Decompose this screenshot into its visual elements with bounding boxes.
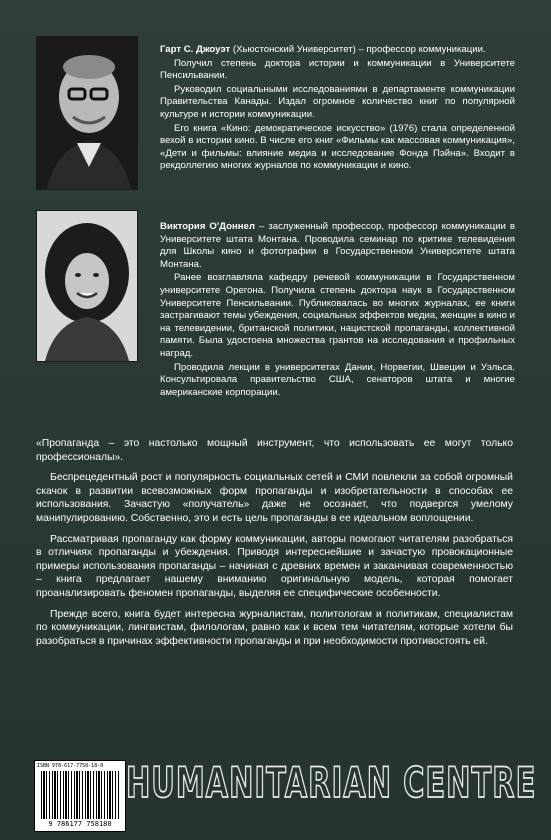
description-quote: «Пропаганда – это настолько мощный инструмент, что использовать ее могут только профессионалы». bbox=[36, 438, 513, 463]
barcode-bars bbox=[41, 771, 119, 819]
author-name: Гарт С. Джоуэт bbox=[160, 44, 231, 55]
author-photo-victoria-odonnell bbox=[36, 210, 138, 362]
barcode-digits: 9 786177 758180 bbox=[48, 820, 112, 828]
author-photo-garth-jowett bbox=[36, 36, 138, 190]
isbn-number: ISBN 978-617-7758-18-0 bbox=[37, 763, 104, 769]
portrait-illustration bbox=[37, 211, 137, 361]
bio-paragraph: Получил степень доктора истории и коммуникации в Университете Пенсильвании. bbox=[160, 57, 515, 82]
isbn-barcode bbox=[34, 760, 126, 832]
bio-paragraph: Проводила лекции в университетах Дании, Норвегии, Швеции и Уэльса. Консультировала правительство США, сенаторов штата и многие американские корпорации. bbox=[160, 361, 515, 398]
description-paragraph: Беспрецедентный рост и популярность социальных сетей и СМИ повлекли за собой огромный скачок в развитии всевозможных форм пропаганды и изобретательности в способах ее использования. Зачастую «получатель» даже не осознает, что подвергся умелому манипулированию. Собственно, это и есть цель пропаганды в ее идеальном воплощении. bbox=[36, 472, 513, 524]
book-description bbox=[36, 437, 513, 655]
bio-paragraph: Руководил социальными исследованиями в департаменте коммуникации Правительства Канады. Издал огромное количество книг по популярной культуре и истории коммуникации. bbox=[160, 83, 515, 120]
author-bio-1 bbox=[160, 44, 515, 174]
publisher-logo: HUMANITARIAN CENTRE bbox=[126, 758, 537, 808]
author-bio-2 bbox=[160, 221, 515, 400]
author-name: Виктория О'Доннел bbox=[160, 221, 255, 232]
description-paragraph: Рассматривая пропаганду как форму коммуникации, авторы помогают читателям разобраться в отличиях пропаганды и убеждения. Приводя интереснейшие и зачастую провокационные примеры использования пропаганды – начиная с древних времен и заканчивая современностью – книга предлагает нашему вниманию оригинальную модель, которая помогает проанализировать феномен пропаганды, выделяя ее специфические особенности. bbox=[36, 533, 513, 599]
portrait-illustration bbox=[37, 37, 137, 189]
bio-paragraph: Ранее возглавляла кафедру речевой коммуникации в Государственном университете Орегона. Получила степень доктора наук в Государственном Университете Пенсильвании. Публиковалась во многих журналах, ее книги застрагивают темы убеждения, социальных эффектов медиа, женщин в кино и на телевидении, британской политики, нацистской пропаганды, коллективной памяти. Была удостоена множества грантов на исследования и профильных наград. bbox=[160, 272, 515, 359]
description-paragraph: Прежде всего, книга будет интересна журналистам, политологам и политикам, специалистам по коммуникации, лингвистам, филологам, равно как и всем тем читателям, которые хотели бы разобраться в причинах эффективности пропаганды и при необходимости противостоять ей. bbox=[36, 608, 513, 647]
bio-paragraph: Его книга «Кино: демократическое искусство» (1976) стала определенной вехой в истории кино. В числе его книг «Фильмы как массовая коммуникация», «Дети и фильмы: влияние медиа и исследование Фонда Пэйна». Входит в рекдоллегию многих журналов по коммуникации и кино. bbox=[160, 122, 515, 172]
author-affiliation: (Хьюстонский Университет) – профессор коммуникации. bbox=[230, 44, 486, 55]
author-affiliation: – заслуженный профессор, профессор коммуникации в Университете штата Монтана. Проводила семинар по критике телевидения для Школы кино и фотографии в Государственном Университете штата Монтана. bbox=[160, 221, 516, 270]
